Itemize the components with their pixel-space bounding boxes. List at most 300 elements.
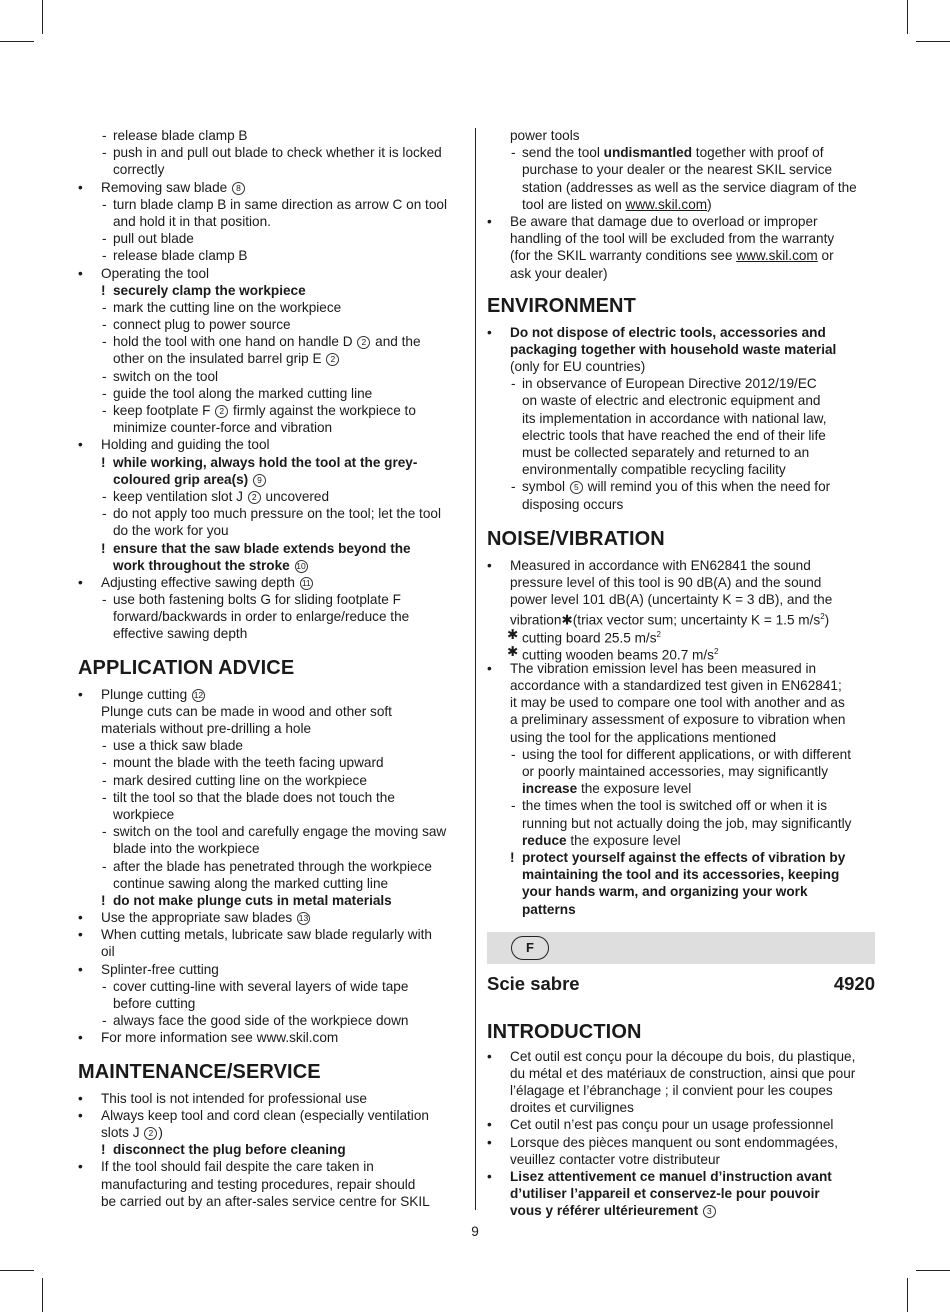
application-list xyxy=(78,686,466,1047)
line-text: it may be used to compare one tool with another and as xyxy=(510,695,845,711)
line-text: (only for EU countries) xyxy=(510,359,646,375)
text-line xyxy=(487,832,875,849)
line-text: Splinter-free cutting xyxy=(101,961,219,977)
text-line xyxy=(78,1107,466,1124)
text-line xyxy=(487,427,875,444)
environment-list xyxy=(487,324,875,513)
figure-reference-icon: 2 xyxy=(215,405,228,418)
website-link[interactable]: www.skil.com xyxy=(625,196,708,212)
figure-reference-icon: 2 xyxy=(357,336,370,349)
line-text: mark the cutting line on the workpiece xyxy=(113,299,342,315)
line-text-tail: will remind you of this when the need for xyxy=(583,479,831,495)
superscript: 2 xyxy=(713,646,719,656)
line-text: pressure level of this tool is 90 dB(A) and the sound xyxy=(510,574,822,590)
crop-mark xyxy=(0,41,34,42)
text-line xyxy=(78,144,466,161)
line-text-tail: together with proof of xyxy=(692,145,824,161)
figure-reference-icon: 8 xyxy=(232,182,245,195)
text-line xyxy=(78,127,466,144)
line-text: d’utiliser l’appareil et conservez-le pour pouvoir xyxy=(510,1186,820,1202)
line-text: Adjusting effective sawing depth 11 xyxy=(101,574,314,591)
line-text: handling of the tool will be excluded from the warranty xyxy=(510,231,835,247)
line-text-tail: ) xyxy=(824,612,830,628)
line-text: its implementation in accordance with national law, xyxy=(522,410,827,426)
text-line xyxy=(78,943,466,960)
bullet-marker: • xyxy=(78,910,83,926)
text-line xyxy=(78,720,466,737)
introduction-list xyxy=(487,1048,875,1220)
bullet-marker: • xyxy=(78,686,83,702)
line-text xyxy=(522,780,691,797)
text-line xyxy=(78,909,466,926)
text-line xyxy=(487,1048,875,1065)
line-text: Holding and guiding the tool xyxy=(101,437,270,453)
text-line xyxy=(78,754,466,771)
line-text-tail: uncovered xyxy=(261,488,330,504)
line-text: Plunge cuts can be made in wood and other soft xyxy=(101,703,392,719)
line-text: on waste of electric and electronic equipment and xyxy=(522,393,821,409)
line-text: Measured in accordance with EN62841 the sound xyxy=(510,557,811,573)
dash-marker: - xyxy=(102,385,107,401)
bullet-marker: • xyxy=(487,213,492,229)
line-text: release blade clamp B xyxy=(113,128,248,143)
text-line xyxy=(78,591,466,608)
line-text: using the tool for different applications, or with different xyxy=(522,746,851,762)
text-line xyxy=(78,1090,466,1107)
line-text: Plunge cutting 12 xyxy=(101,686,204,702)
asterisk-icon: ✱ xyxy=(507,626,519,642)
emphasis-text: reduce xyxy=(522,832,567,848)
bullet-marker: • xyxy=(78,1107,83,1123)
text-line xyxy=(487,213,875,230)
line-text: before cutting xyxy=(113,996,196,1011)
line-text: ensure that the saw blade extends beyond the xyxy=(113,540,411,556)
text-line xyxy=(78,1158,466,1175)
bullet-marker: • xyxy=(78,927,83,943)
product-name: Scie sabre xyxy=(487,972,580,994)
text-line xyxy=(78,978,466,995)
crop-mark xyxy=(0,1270,34,1271)
text-line xyxy=(487,461,875,478)
product-title xyxy=(487,970,875,998)
line-text: keep footplate F 2 firmly against the workpiece to xyxy=(113,403,416,418)
line-text: When cutting metals, lubricate saw blade regularly with xyxy=(101,927,432,943)
dash-marker: - xyxy=(511,746,516,762)
text-line xyxy=(487,780,875,797)
dash-marker: - xyxy=(102,978,107,994)
text-line xyxy=(78,419,466,436)
figure-reference-icon: 2 xyxy=(248,491,261,504)
text-line xyxy=(78,522,466,539)
line-text: The vibration emission level has been measured in xyxy=(510,660,817,676)
line-text: materials without pre-drilling a hole xyxy=(101,721,312,736)
line-text: always face the good side of the workpiece down xyxy=(113,1013,409,1029)
line-text: packaging together with household waste material xyxy=(510,341,837,357)
language-badge: F xyxy=(511,936,549,960)
bullet-marker: • xyxy=(78,179,83,195)
left-column xyxy=(78,127,466,1210)
text-line xyxy=(78,454,466,471)
text-line xyxy=(487,127,875,144)
figure-reference-icon: 9 xyxy=(253,474,266,487)
text-line xyxy=(487,746,875,763)
dash-marker: - xyxy=(102,128,107,143)
text-line xyxy=(487,392,875,409)
dash-marker: - xyxy=(511,479,516,495)
text-line xyxy=(78,557,466,574)
text-line xyxy=(78,625,466,642)
bullet-marker: • xyxy=(487,1169,492,1184)
line-text: (for the SKIL warranty conditions see www.skil.com or xyxy=(510,248,834,264)
emphasis-text: increase xyxy=(522,781,578,797)
line-text-tail: ) xyxy=(158,1124,163,1140)
line-text: guide the tool along the marked cutting line xyxy=(113,385,373,401)
text-line xyxy=(78,858,466,875)
superscript: 2 xyxy=(820,612,825,622)
dash-marker: - xyxy=(102,368,107,384)
text-line xyxy=(487,179,875,196)
text-line xyxy=(487,711,875,728)
text-line xyxy=(78,875,466,892)
text-line xyxy=(487,444,875,461)
line-text: ask your dealer) xyxy=(510,265,608,281)
dash-marker: - xyxy=(511,145,516,161)
line-text: workpiece xyxy=(113,806,175,822)
text-line xyxy=(487,866,875,883)
text-line xyxy=(487,883,875,900)
line-text: Always keep tool and cord clean (especially ventilation xyxy=(101,1107,429,1123)
line-text: Use the appropriate saw blades 13 xyxy=(101,910,309,926)
text-line xyxy=(78,196,466,213)
text-line xyxy=(487,574,875,591)
text-line xyxy=(78,1141,466,1158)
text-line xyxy=(487,815,875,832)
line-text-tail: ) xyxy=(707,196,712,212)
line-text: do not apply too much pressure on the tool; let the tool xyxy=(113,506,441,522)
figure-reference-icon: 10 xyxy=(296,560,306,571)
line-text: must be collected separately and returned to an xyxy=(522,445,810,460)
text-line xyxy=(487,144,875,161)
line-text: environmentally compatible recycling facility xyxy=(522,462,786,478)
line-text: do the work for you xyxy=(113,523,229,539)
text-line xyxy=(487,247,875,264)
application-heading: APPLICATION ADVICE xyxy=(78,656,295,679)
line-text: turn blade clamp B in same direction as arrow C on tool xyxy=(113,196,447,212)
dash-marker: - xyxy=(102,755,107,771)
text-line xyxy=(78,385,466,402)
text-line xyxy=(487,591,875,608)
emphasis-text: undismantled xyxy=(603,145,693,161)
dash-marker: - xyxy=(102,858,107,874)
text-line xyxy=(487,1185,875,1202)
text-line xyxy=(78,574,466,591)
text-line xyxy=(487,694,875,711)
crop-mark xyxy=(907,0,908,34)
crop-mark xyxy=(916,41,950,42)
text-line xyxy=(78,772,466,789)
dash-marker: - xyxy=(102,317,107,333)
text-line xyxy=(78,1012,466,1029)
text-line xyxy=(78,402,466,419)
line-text: after the blade has penetrated through the workpiece xyxy=(113,858,432,874)
line-text: keep ventilation slot J 2 uncovered xyxy=(113,488,330,504)
noise-list xyxy=(487,557,875,918)
dash-marker: - xyxy=(102,592,107,608)
noise-heading: NOISE/VIBRATION xyxy=(487,527,665,550)
warning-marker: ! xyxy=(101,1142,106,1158)
crop-mark xyxy=(42,1278,43,1312)
line-text: Operating the tool xyxy=(101,265,210,281)
text-line xyxy=(487,1168,875,1185)
line-text: For more information see www.skil.com xyxy=(101,1030,339,1046)
line-text: protect yourself against the effects of vibration by xyxy=(522,849,846,865)
line-text-tail: the exposure level xyxy=(577,781,692,797)
figure-reference-icon: 11 xyxy=(300,577,313,590)
text-line xyxy=(78,703,466,720)
line-text: your hands warm, and organizing your work xyxy=(522,884,808,900)
column-divider xyxy=(475,128,476,1210)
text-line xyxy=(78,737,466,754)
line-text: cover cutting-line with several layers of wide tape xyxy=(113,978,409,994)
line-text: mark desired cutting line on the workpiece xyxy=(113,772,367,788)
dash-marker: - xyxy=(511,798,516,814)
line-text: the times when the tool is switched off or when it is xyxy=(522,798,828,814)
text-line xyxy=(78,316,466,333)
figure-reference-icon: 13 xyxy=(298,913,309,924)
dash-marker: - xyxy=(102,488,107,504)
text-line xyxy=(487,1116,875,1133)
text-line xyxy=(487,341,875,358)
warning-marker: ! xyxy=(101,282,106,298)
line-text-tail: and the xyxy=(371,334,421,350)
text-line xyxy=(487,230,875,247)
line-text: electric tools that have reached the end of their life xyxy=(522,427,826,443)
dash-marker: - xyxy=(102,789,107,805)
text-line xyxy=(487,1082,875,1099)
website-link[interactable]: www.skil.com xyxy=(736,248,818,264)
bullet-marker: • xyxy=(487,1117,492,1133)
text-line xyxy=(78,1124,466,1141)
line-text: power tools xyxy=(510,128,580,143)
text-line xyxy=(487,660,875,677)
text-line xyxy=(78,213,466,230)
line-text: Cet outil n’est pas conçu pour un usage professionnel xyxy=(510,1117,834,1133)
line-text: use a thick saw blade xyxy=(113,738,243,754)
line-text: be carried out by an after-sales service centre for SKIL xyxy=(101,1193,430,1209)
line-text: a preliminary assessment of exposure to vibration when xyxy=(510,712,846,728)
line-text: Removing saw blade 8 xyxy=(101,179,246,196)
line-text: veuillez contacter votre distributeur xyxy=(510,1151,721,1167)
line-text: and hold it in that position. xyxy=(113,213,271,229)
instructions-list xyxy=(78,127,466,643)
text-line xyxy=(78,840,466,857)
figure-reference-icon: 12 xyxy=(193,689,204,700)
text-line xyxy=(78,471,466,488)
bullet-marker: • xyxy=(487,1134,492,1150)
environment-heading: ENVIRONMENT xyxy=(487,294,636,317)
line-text: oil xyxy=(101,944,115,960)
page-number: 9 xyxy=(471,1224,479,1239)
figure-reference-icon: 2 xyxy=(326,353,339,366)
line-text: Lisez attentivement ce manuel d’instruction avant xyxy=(510,1169,832,1184)
line-text: This tool is not intended for professional use xyxy=(101,1090,367,1106)
text-line xyxy=(78,540,466,557)
line-text: securely clamp the workpiece xyxy=(113,282,306,298)
line-text: other on the insulated barrel grip E 2 xyxy=(113,350,340,367)
maintenance-list xyxy=(78,1090,466,1210)
text-line xyxy=(78,368,466,385)
line-text: Be aware that damage due to overload or improper xyxy=(510,213,818,229)
line-text: cutting board 25.5 $m/s^2$ xyxy=(522,629,661,646)
line-text: do not make plunge cuts in metal materials xyxy=(113,892,392,908)
line-text-tail: or xyxy=(817,248,834,264)
crop-mark xyxy=(916,1270,950,1271)
line-text: symbol 5 will remind you of this when the need for xyxy=(522,479,831,495)
line-text: cutting wooden beams 20.7 $m/s^2$ xyxy=(522,646,719,663)
text-line xyxy=(78,686,466,703)
text-line xyxy=(487,1134,875,1151)
text-line xyxy=(487,324,875,341)
line-text: use both fastening bolts G for sliding footplate F xyxy=(113,592,401,608)
line-text: Cet outil est conçu pour la découpe du bois, du plastique, xyxy=(510,1048,856,1064)
service-list xyxy=(487,127,875,282)
line-text: du métal et des matériaux de construction, ainsi que pour xyxy=(510,1065,856,1081)
text-line xyxy=(78,926,466,943)
text-line xyxy=(78,436,466,453)
superscript: 2 xyxy=(656,629,661,639)
text-line xyxy=(487,196,875,213)
text-line xyxy=(487,677,875,694)
maintenance-heading: MAINTENANCE/SERVICE xyxy=(78,1060,321,1083)
text-line xyxy=(487,729,875,746)
right-column xyxy=(487,127,875,1220)
text-line xyxy=(78,961,466,978)
figure-reference-icon: 3 xyxy=(703,1205,716,1218)
dash-marker: - xyxy=(102,299,107,315)
figure-reference-icon: 5 xyxy=(570,481,583,494)
line-text: patterns xyxy=(522,901,576,917)
crop-mark xyxy=(42,0,43,34)
figure-reference-icon: 2 xyxy=(144,1127,157,1140)
line-text: purchase to your dealer or the nearest SKIL service xyxy=(522,162,833,178)
bullet-marker: • xyxy=(487,660,492,676)
dash-marker: - xyxy=(102,772,107,788)
text-line xyxy=(487,478,875,495)
text-line xyxy=(78,230,466,247)
bullet-marker: • xyxy=(78,1030,83,1046)
text-line xyxy=(78,1176,466,1193)
line-text: work throughout the stroke 10 xyxy=(113,557,306,573)
text-line xyxy=(78,488,466,505)
line-text: blade into the workpiece xyxy=(113,841,260,857)
text-line xyxy=(487,1099,875,1116)
line-text-tail: the exposure level xyxy=(566,832,681,848)
line-text: vous y référer ultérieurement 3 xyxy=(510,1202,717,1219)
line-text: switch on the tool and carefully engage the moving saw xyxy=(113,824,447,840)
text-line xyxy=(487,643,875,663)
bullet-marker: • xyxy=(78,1159,83,1175)
line-text: push in and pull out blade to check whether it is locked xyxy=(113,145,442,161)
line-text: send the tool undismantled together with proof of xyxy=(522,145,824,161)
line-text: connect plug to power source xyxy=(113,317,291,333)
warning-marker: ! xyxy=(101,540,106,556)
line-text: tilt the tool so that the blade does not touch the xyxy=(113,789,395,805)
text-line xyxy=(487,849,875,866)
text-line xyxy=(78,789,466,806)
line-text: switch on the tool xyxy=(113,368,219,384)
bullet-marker: • xyxy=(78,1090,83,1106)
text-line xyxy=(487,265,875,282)
text-line xyxy=(78,247,466,264)
line-text: while working, always hold the tool at the grey- xyxy=(113,454,418,470)
warning-marker: ! xyxy=(101,454,106,470)
dash-marker: - xyxy=(102,145,107,161)
dash-marker: - xyxy=(102,403,107,418)
text-line xyxy=(78,333,466,350)
warning-marker: ! xyxy=(101,892,106,908)
line-text: using the tool for the applications mentioned xyxy=(510,729,777,745)
dash-marker: - xyxy=(102,231,107,247)
text-line xyxy=(487,797,875,814)
line-text: or poorly maintained accessories, may significantly xyxy=(522,764,828,779)
line-text: maintaining the tool and its accessories, keeping xyxy=(522,867,840,883)
text-line xyxy=(78,505,466,522)
line-text: forward/backwards in order to enlarge/reduce the xyxy=(113,609,410,625)
text-line xyxy=(78,299,466,316)
line-text: slots J 2 ) xyxy=(101,1124,163,1140)
dash-marker: - xyxy=(102,334,107,350)
text-line xyxy=(487,626,875,646)
text-line xyxy=(78,995,466,1012)
line-text: release blade clamp B xyxy=(113,248,248,264)
bullet-marker: • xyxy=(78,574,83,590)
dash-marker: - xyxy=(102,248,107,264)
language-bar xyxy=(487,932,875,964)
text-line xyxy=(487,375,875,392)
introduction-heading: INTRODUCTION xyxy=(487,1020,642,1043)
text-line xyxy=(78,179,466,196)
text-line xyxy=(487,496,875,513)
line-text: power level 101 dB(A) (uncertainty K = 3 dB), and the xyxy=(510,592,833,608)
line-text: continue sawing along the marked cutting line xyxy=(113,875,389,891)
bullet-marker: • xyxy=(78,961,83,977)
text-line xyxy=(78,350,466,367)
line-text xyxy=(522,832,681,849)
text-line xyxy=(78,1193,466,1210)
line-text: coloured grip area(s) 9 xyxy=(113,471,267,488)
line-text: minimize counter-force and vibration xyxy=(113,420,333,436)
product-model: 4920 xyxy=(833,972,875,994)
bullet-marker: • xyxy=(487,324,492,340)
text-line xyxy=(487,1065,875,1082)
line-text: Lorsque des pièces manquent ou sont endommagées, xyxy=(510,1134,838,1150)
line-text: tool are listed on www.skil.com) xyxy=(522,196,712,212)
text-line xyxy=(78,265,466,282)
text-line xyxy=(487,410,875,427)
bullet-marker: • xyxy=(487,557,492,573)
text-line xyxy=(487,1151,875,1168)
line-text: Do not dispose of electric tools, accessories and xyxy=(510,324,826,340)
line-text: correctly xyxy=(113,162,165,178)
line-text-tail: firmly against the workpiece to xyxy=(229,403,416,418)
dash-marker: - xyxy=(102,1013,107,1029)
line-text: pull out blade xyxy=(113,231,194,247)
text-line xyxy=(487,557,875,574)
line-text: effective sawing depth xyxy=(113,626,248,642)
text-line xyxy=(78,892,466,909)
line-text: accordance with a standardized test given in EN62841; xyxy=(510,678,842,694)
text-line xyxy=(78,1029,466,1046)
